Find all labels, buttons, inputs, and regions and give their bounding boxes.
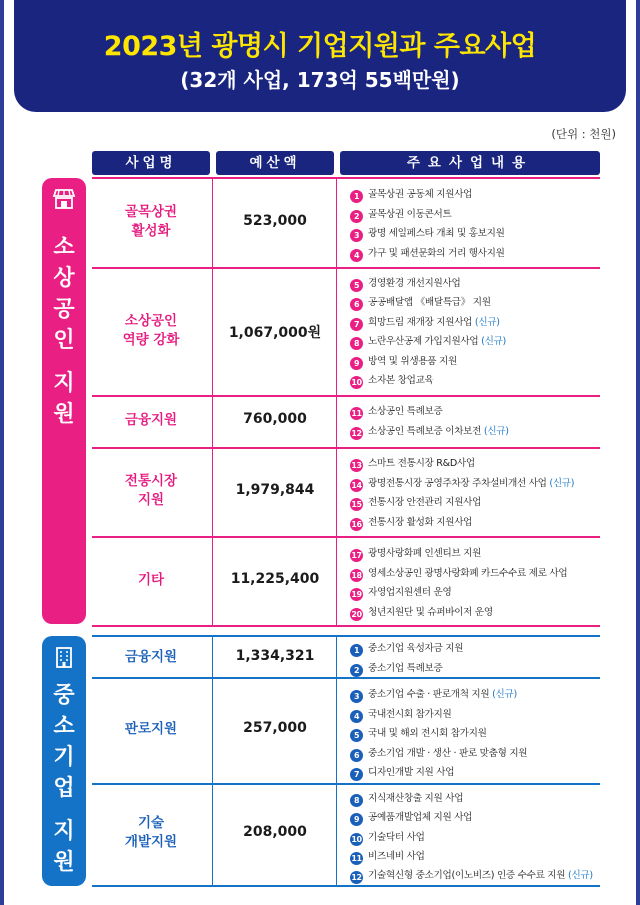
item-number-badge: 12 xyxy=(351,428,362,438)
item-number-badge: 9 xyxy=(350,357,363,370)
row-divider xyxy=(92,885,600,887)
program-item xyxy=(350,867,593,884)
unit-note: (단위 : 천원) xyxy=(551,127,616,141)
new-tag: (신규) xyxy=(478,336,506,348)
program-item xyxy=(350,403,443,420)
program-item xyxy=(350,475,574,492)
column-divider xyxy=(212,178,213,626)
group-label-text xyxy=(42,680,86,878)
item-number-badge: 2 xyxy=(350,210,363,223)
program-item xyxy=(350,745,527,762)
item-text: 소상공인 특례보증 xyxy=(368,406,443,417)
program-item xyxy=(350,764,454,781)
item-number-badge: 6 xyxy=(350,298,363,311)
program-name: 판로지원 xyxy=(124,721,178,737)
title-banner xyxy=(14,0,626,112)
item-number-badge: 7 xyxy=(350,768,363,781)
new-tag: (신규) xyxy=(481,425,509,437)
item-number-badge: 19 xyxy=(351,590,362,599)
program-item xyxy=(350,725,487,742)
group-label-char: 업 xyxy=(53,776,75,801)
group-label-text xyxy=(42,232,86,430)
item-number-badge: 12 xyxy=(351,873,362,883)
item-text: 골목상권 공동체 지원사업 xyxy=(368,189,473,200)
group-label-char xyxy=(42,356,86,368)
program-name: 골목상권 활성화 xyxy=(124,204,178,239)
item-text: 경영환경 개선지원사업 xyxy=(368,278,461,289)
item-number-badge: 14 xyxy=(351,480,362,490)
program-item xyxy=(350,604,493,621)
item-text: 소상공인 특례보증 이차보전 xyxy=(368,425,482,437)
program-item xyxy=(350,314,500,331)
new-tag: (신규) xyxy=(546,477,575,489)
item-text: 영세소상공인 광명사랑화폐 카드수수료 제로 사업 xyxy=(368,567,568,579)
column-divider xyxy=(212,635,213,886)
program-item xyxy=(350,245,505,262)
program-item xyxy=(350,565,567,582)
program-item xyxy=(350,353,457,370)
item-number-badge: 20 xyxy=(351,609,362,619)
item-text: 스마트 전통시장 R&D사업 xyxy=(368,458,475,469)
program-item xyxy=(350,848,425,865)
row-divider xyxy=(92,625,600,627)
group-label-char: 상 xyxy=(53,266,75,291)
item-number-badge: 5 xyxy=(350,279,363,292)
program-budget: 760,000 xyxy=(243,411,307,427)
item-number-badge: 6 xyxy=(350,749,363,762)
program-name: 기술 개발지원 xyxy=(124,815,178,850)
program-budget: 1,067,000원 xyxy=(228,325,322,341)
item-text: 방역 및 위생용품 지원 xyxy=(368,355,457,367)
group-label-char: 지 xyxy=(53,819,75,844)
item-number-badge: 16 xyxy=(351,519,362,529)
item-number-badge: 9 xyxy=(350,813,363,826)
group-label-char: 소 xyxy=(53,235,75,260)
program-item xyxy=(350,809,472,826)
row-divider xyxy=(92,267,600,269)
building-icon xyxy=(52,646,76,668)
program-name: 기타 xyxy=(137,572,165,588)
item-number-badge: 1 xyxy=(350,190,363,203)
program-item xyxy=(350,275,460,292)
page-edge-left xyxy=(0,0,4,905)
program-item xyxy=(350,829,425,846)
item-text: 공예품개발업체 지원 사업 xyxy=(368,812,473,824)
item-text: 기술혁신형 중소기업(이노비즈) 인증 수수료 지원 xyxy=(368,870,566,882)
column-divider xyxy=(336,178,337,626)
item-text: 중소기업 육성자금 지원 xyxy=(368,643,464,654)
item-text: 비즈네비 사업 xyxy=(368,850,425,862)
item-number-badge: 17 xyxy=(351,551,362,560)
item-text: 중소기업 수출 · 판로개척 지원 xyxy=(368,689,490,700)
item-text: 전통시장 활성화 지원사업 xyxy=(368,516,473,528)
item-number-badge: 8 xyxy=(350,337,363,350)
item-text: 지식재산창출 지원 사업 xyxy=(368,793,464,804)
program-name: 전통시장 지원 xyxy=(124,473,178,508)
item-number-badge: 4 xyxy=(350,249,363,262)
row-divider xyxy=(92,447,600,449)
program-item xyxy=(350,584,451,601)
item-number-badge: 13 xyxy=(351,461,362,470)
group-label-char: 공 xyxy=(53,297,75,322)
item-number-badge: 10 xyxy=(351,378,362,387)
item-text: 공공배달앱 《배달특급》 지원 xyxy=(368,297,491,309)
program-item xyxy=(350,333,506,350)
program-budget: 257,000 xyxy=(243,720,307,736)
group-label-small-business xyxy=(42,178,86,624)
item-number-badge: 1 xyxy=(350,644,363,657)
item-number-badge: 11 xyxy=(351,409,362,418)
item-number-badge: 18 xyxy=(351,570,362,580)
program-item xyxy=(350,494,481,511)
group-label-char: 원 xyxy=(53,402,75,427)
item-text: 노란우산공제 가입지원사업 xyxy=(368,336,479,348)
item-text: 소자본 창업교육 xyxy=(368,375,434,386)
program-name: 금융지원 xyxy=(124,412,178,428)
program-item xyxy=(350,545,481,562)
page-title: 2023년 광명시 기업지원과 주요사업 xyxy=(103,31,537,62)
item-text: 골목상권 이동콘서트 xyxy=(368,208,452,220)
item-text: 가구 및 패션문화의 거리 행사지원 xyxy=(368,248,505,260)
new-tag: (신규) xyxy=(489,689,517,700)
program-name: 소상공인 역량 강화 xyxy=(122,313,180,348)
column-header-budget: 예산액 xyxy=(216,151,334,175)
item-number-badge: 10 xyxy=(351,834,362,844)
group-label-char: 중 xyxy=(53,683,75,708)
item-text: 국내 및 해외 전시회 참가지원 xyxy=(368,728,487,739)
group-label-char: 지 xyxy=(53,371,75,396)
item-number-badge: 3 xyxy=(350,690,363,703)
program-budget: 208,000 xyxy=(243,824,307,840)
row-divider xyxy=(92,177,600,179)
program-item xyxy=(350,423,509,440)
row-divider xyxy=(92,677,600,679)
item-text: 디자인개발 지원 사업 xyxy=(368,767,455,778)
program-budget: 1,334,321 xyxy=(235,648,315,664)
item-text: 중소기업 개발 · 생산 · 판로 맞춤형 지원 xyxy=(368,747,528,759)
item-text: 자영업지원센터 운영 xyxy=(368,587,452,598)
program-item xyxy=(350,372,434,389)
row-divider xyxy=(92,536,600,538)
row-divider xyxy=(92,395,600,397)
program-item xyxy=(350,225,505,242)
row-divider xyxy=(92,635,600,637)
item-text: 중소기업 특례보증 xyxy=(368,662,443,674)
page-subtitle: (32개 사업, 173억 55백만원) xyxy=(180,68,460,92)
program-item xyxy=(350,455,475,472)
group-label-sme xyxy=(42,636,86,886)
program-budget: 1,979,844 xyxy=(235,482,315,498)
item-number-badge: 3 xyxy=(350,229,363,242)
item-number-badge: 2 xyxy=(350,664,363,677)
item-number-badge: 8 xyxy=(350,794,363,807)
item-number-badge: 7 xyxy=(350,318,363,331)
group-label-char xyxy=(42,804,86,816)
item-text: 광명사랑화폐 인센티브 지원 xyxy=(368,548,482,559)
group-label-char: 인 xyxy=(53,328,75,353)
item-number-badge: 15 xyxy=(351,500,362,509)
item-text: 기술닥터 사업 xyxy=(368,831,425,843)
item-number-badge: 5 xyxy=(350,729,363,742)
store-icon xyxy=(52,188,76,210)
program-item xyxy=(350,206,451,223)
item-text: 희망드림 재개장 지원사업 xyxy=(368,316,473,328)
new-tag: (신규) xyxy=(472,316,500,328)
program-budget: 11,225,400 xyxy=(230,571,320,587)
program-name: 금융지원 xyxy=(124,649,178,665)
program-item xyxy=(350,294,491,311)
program-item xyxy=(350,686,517,703)
new-tag: (신규) xyxy=(565,870,593,882)
group-label-char: 소 xyxy=(53,714,75,739)
item-text: 청년지원단 및 슈퍼바이저 운영 xyxy=(368,606,493,618)
item-text: 광명 세일페스타 개최 및 홍보지원 xyxy=(368,228,505,240)
page-edge-right xyxy=(636,0,640,905)
item-text: 전통시장 안전관리 지원사업 xyxy=(368,497,482,508)
item-text: 광명전통시장 공영주차장 주차설비개선 사업 xyxy=(368,477,547,489)
program-item xyxy=(350,640,463,657)
group-label-char: 원 xyxy=(53,850,75,875)
group-label-char: 기 xyxy=(53,745,75,770)
program-item xyxy=(350,706,451,723)
item-number-badge: 4 xyxy=(350,710,363,723)
row-divider xyxy=(92,783,600,785)
program-item xyxy=(350,790,463,807)
item-text: 국내전시회 참가지원 xyxy=(368,708,452,720)
column-header-content: 주요사업내용 xyxy=(340,151,600,175)
program-item xyxy=(350,514,472,531)
program-item xyxy=(350,660,443,677)
program-item xyxy=(350,186,472,203)
item-number-badge: 11 xyxy=(351,853,362,863)
column-header-name: 사업명 xyxy=(92,151,210,175)
program-budget: 523,000 xyxy=(243,213,307,229)
column-divider xyxy=(336,635,337,886)
